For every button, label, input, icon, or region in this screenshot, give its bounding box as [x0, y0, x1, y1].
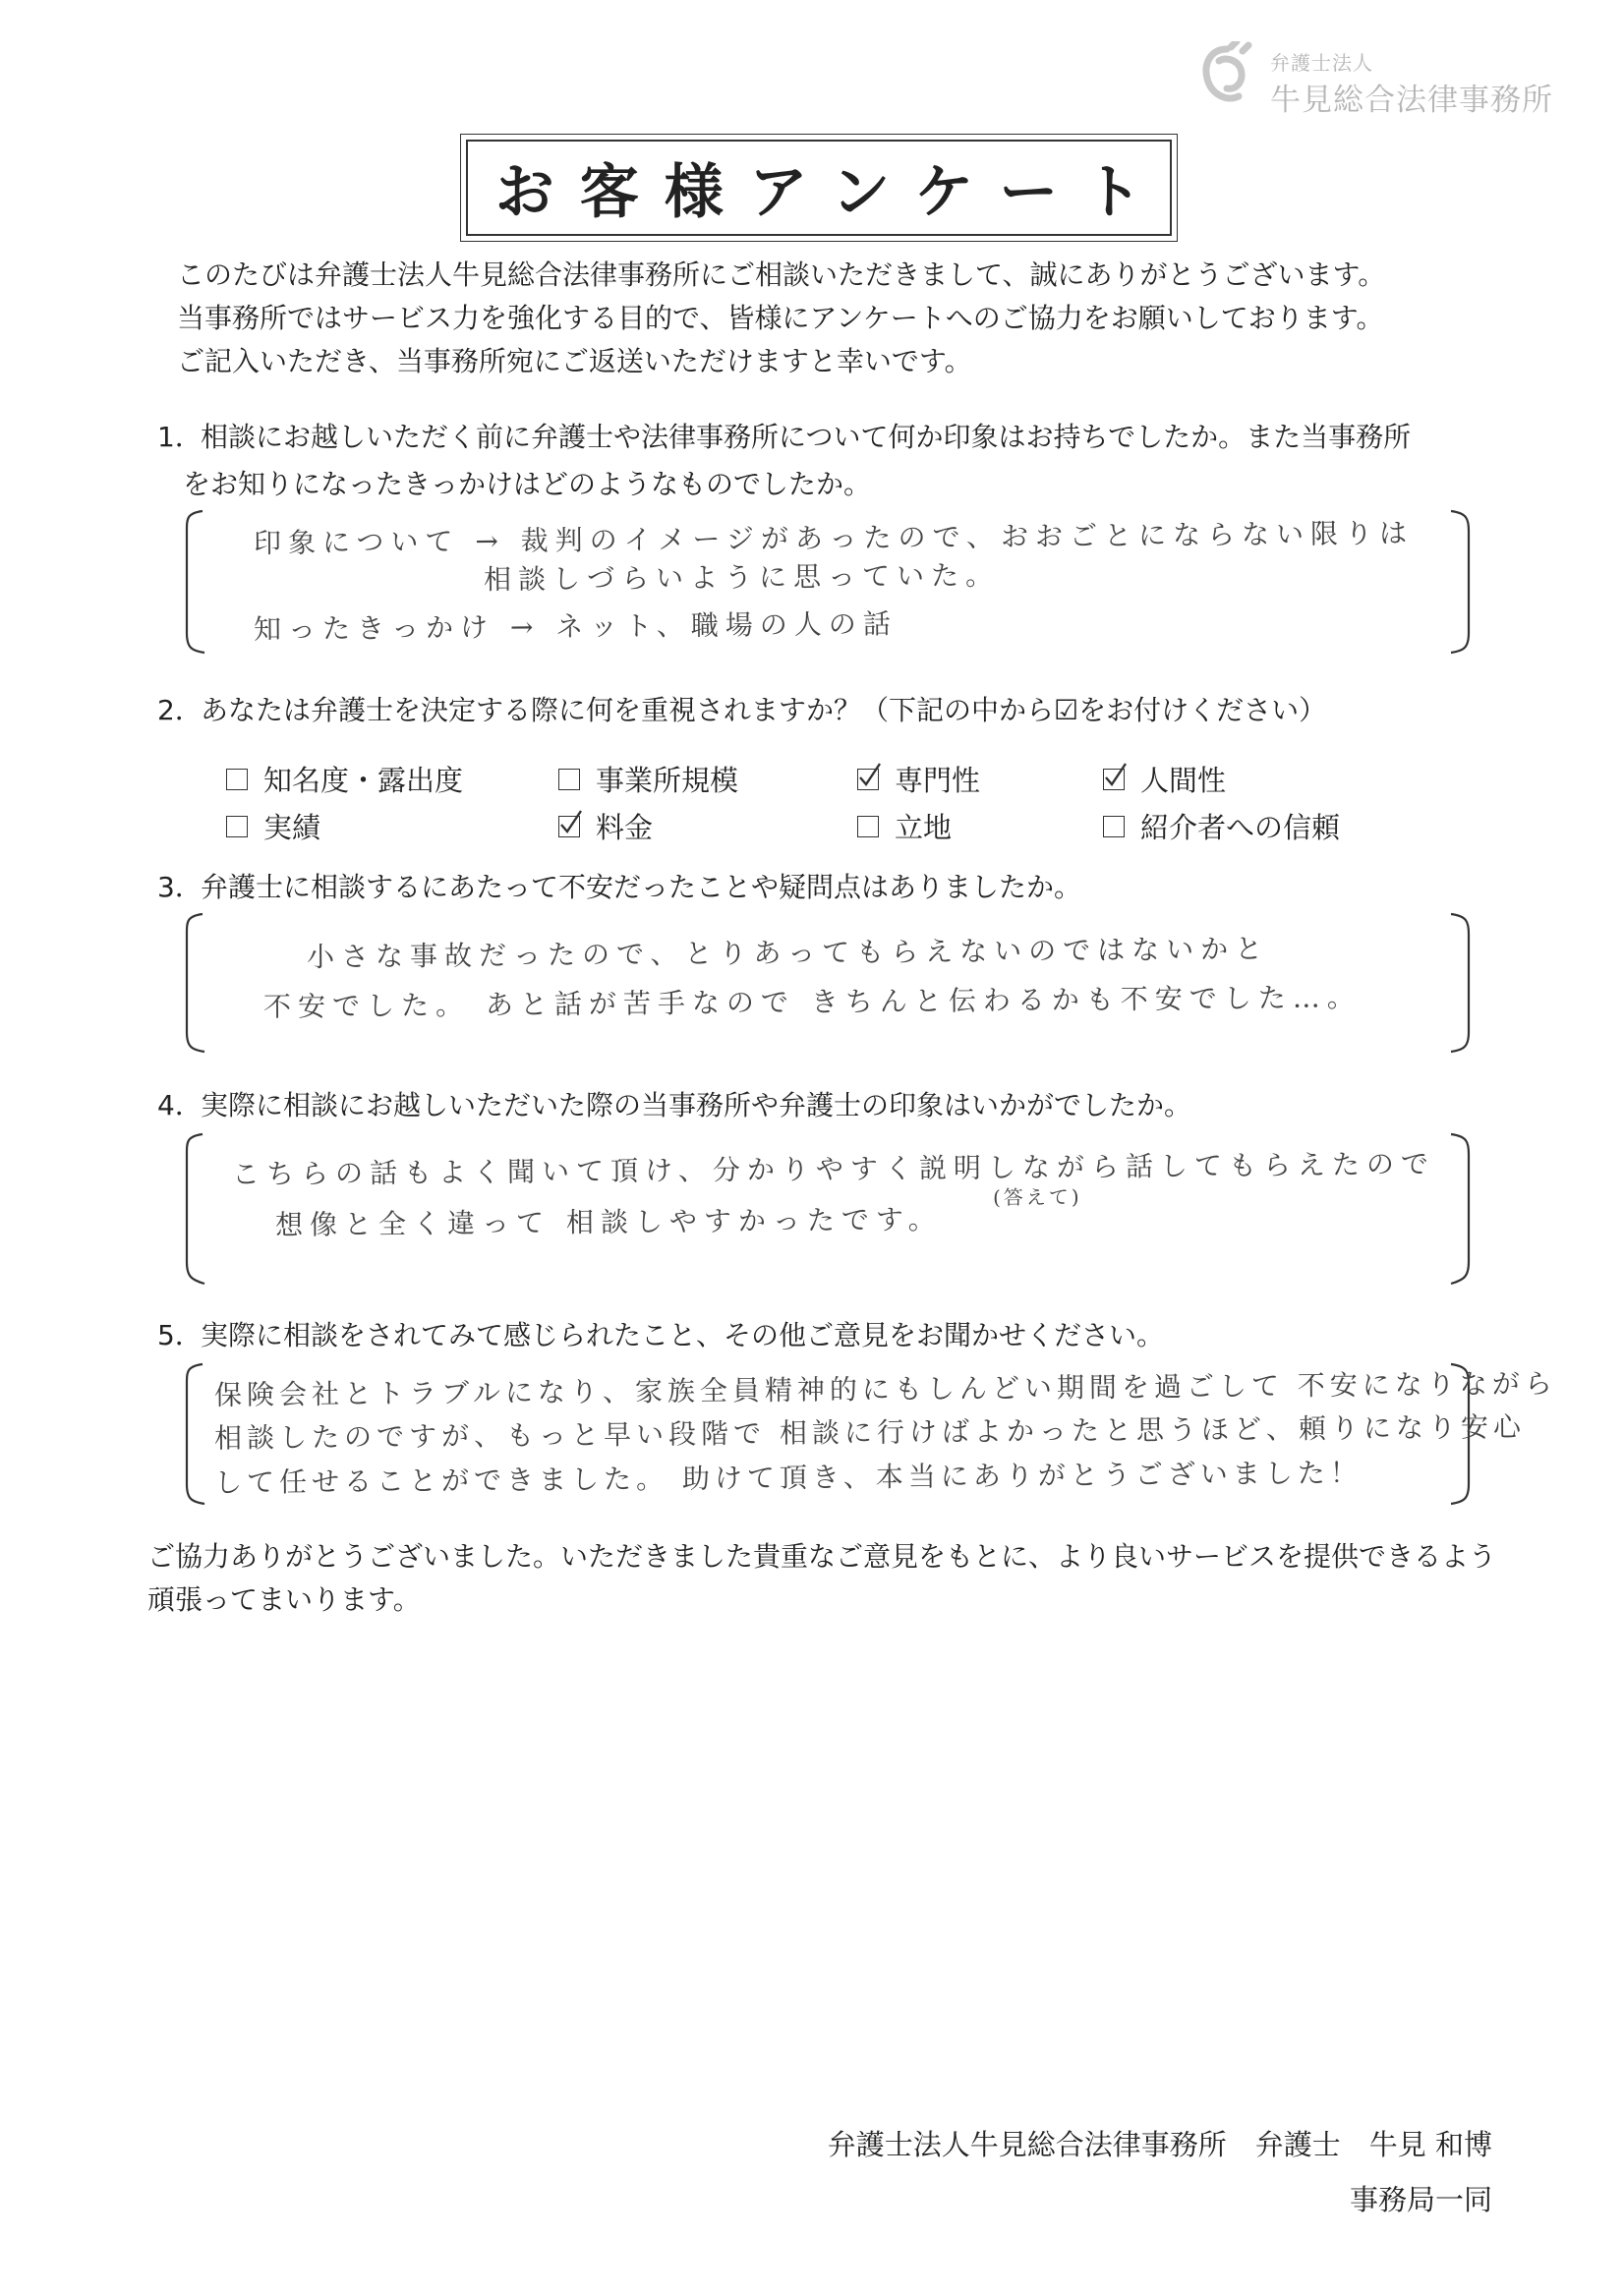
option-label: 紹介者への信頼	[1140, 811, 1341, 844]
question-1-line2: をお知りになったきっかけはどのようなものでしたか。	[183, 468, 872, 500]
question-text: 相談にお越しいただく前に弁護士や法律事務所について何か印象はお持ちでしたか。また当事務所	[201, 421, 1412, 453]
question-number: 1．	[157, 421, 203, 453]
checkbox-unchecked[interactable]	[857, 816, 879, 837]
checkbox-unchecked[interactable]	[226, 816, 248, 837]
checkbox-checked[interactable]	[1103, 769, 1125, 790]
intro-paragraph	[177, 254, 1455, 383]
option-office-size[interactable]	[558, 759, 738, 799]
question-5	[157, 1313, 1164, 1358]
checkbox-unchecked[interactable]	[226, 769, 248, 790]
survey-title-box	[466, 140, 1172, 236]
handwritten-annotation: (答えて)	[992, 1184, 1082, 1210]
intro-line: ご記入いただき、当事務所宛にご返送いただけますと幸いです。	[177, 345, 972, 377]
checkbox-checked[interactable]	[857, 769, 879, 790]
handwritten-answer-line: 想像と全く違って 相談しやすかったです。	[274, 1203, 943, 1241]
question-number: 4．	[157, 1089, 203, 1121]
question-text: 実際に相談をされてみて感じられたこと、その他ご意見をお聞かせください。	[201, 1319, 1165, 1351]
handwritten-answer-line: こちらの話もよく聞いて頂け、分かりやすく説明しながら話してもらえたので	[231, 1147, 1436, 1191]
option-label: 立地	[895, 811, 953, 844]
handwritten-answer-line: 印象について → 裁判のイメージがあったので、おおごとにならない限りは	[253, 516, 1415, 560]
option-label: 専門性	[895, 764, 981, 797]
intro-line: このたびは弁護士法人牛見総合法律事務所にご相談いただきまして、誠にありがとうございます。	[177, 258, 1386, 291]
option-fee[interactable]	[558, 806, 653, 846]
option-fame[interactable]	[226, 759, 463, 799]
logo-firm-name: 牛見総合法律事務所	[1270, 83, 1553, 118]
handwritten-answer-line: 相談したのですが、もっと早い段階で 相談に行けばよかったと思うほど、頼りになり安心	[213, 1410, 1527, 1455]
question-number: 3．	[157, 871, 203, 903]
question-4	[157, 1083, 1191, 1128]
question-number: 2．	[157, 694, 203, 726]
option-label: 人間性	[1140, 764, 1227, 797]
option-label: 実績	[263, 811, 321, 844]
handwritten-answer-line: 小さな事故だったので、とりあってもらえないのではないかと	[306, 932, 1270, 974]
question-3	[157, 865, 1081, 910]
intro-line: 当事務所ではサービス力を強化する目的で、皆様にアンケートへのご協力をお願いしております。	[177, 302, 1384, 334]
checkmark-icon	[856, 762, 882, 789]
answer-box-4	[181, 1130, 1475, 1288]
question-number: 5．	[157, 1319, 203, 1351]
option-label: 料金	[596, 811, 654, 844]
option-personality[interactable]	[1103, 759, 1226, 799]
question-text: 弁護士に相談するにあたって不安だったことや疑問点はありましたか。	[201, 871, 1082, 903]
handwritten-answer-line: 不安でした。 あと話が苦手なので きちんと伝わるかも不安でした…。	[262, 981, 1362, 1023]
answer-box-5	[181, 1360, 1557, 1508]
option-referrer-trust[interactable]	[1103, 806, 1340, 846]
option-expertise[interactable]	[857, 759, 980, 799]
handwritten-answer-line: して任せることができました。 助けて頂き、本当にありがとうございました！	[213, 1456, 1363, 1500]
handwritten-answer-line: 保険会社とトラブルになり、家族全員精神的にもしんどい期間を過ごして 不安になりながら	[213, 1367, 1557, 1411]
closing-line: 頑張ってまいります。	[147, 1583, 421, 1616]
closing-line: ご協力ありがとうございました。いただきました貴重なご意見をもとに、より良いサービスを提供できるよう	[147, 1540, 1497, 1573]
option-track-record[interactable]	[226, 806, 320, 846]
handwritten-answer-line: 相談しづらいように思っていた。	[483, 558, 1001, 597]
checkmark-icon	[557, 809, 583, 836]
checkmark-icon	[1102, 762, 1128, 789]
answer-box-3	[181, 910, 1475, 1056]
question-2	[157, 688, 1326, 733]
option-location[interactable]	[857, 806, 952, 846]
checkbox-unchecked[interactable]	[558, 769, 580, 790]
question-1	[157, 415, 1411, 460]
option-label: 知名度・露出度	[263, 764, 464, 797]
option-label: 事業所規模	[596, 764, 739, 797]
checkbox-checked[interactable]	[558, 816, 580, 837]
signature-firm-lawyer: 弁護士法人牛見総合法律事務所 弁護士 牛見 和博	[827, 2128, 1492, 2161]
checkbox-unchecked[interactable]	[1103, 816, 1125, 837]
firm-logo	[1197, 41, 1571, 120]
firm-emblem-icon	[1197, 41, 1256, 110]
answer-box-1	[181, 507, 1475, 657]
closing-paragraph	[147, 1535, 1496, 1622]
logo-subtitle: 弁護士法人	[1270, 51, 1373, 75]
question-text: 実際に相談にお越しいただいた際の当事務所や弁護士の印象はいかがでしたか。	[201, 1089, 1192, 1121]
question-text: あなたは弁護士を決定する際に何を重視されますか？（下記の中から☑をお付けください）	[201, 694, 1327, 726]
signature-office-staff: 事務局一同	[1349, 2183, 1492, 2216]
page-title: お客様アンケート	[494, 158, 1169, 227]
handwritten-answer-line: 知ったきっかけ → ネット、職場の人の話	[253, 607, 898, 646]
